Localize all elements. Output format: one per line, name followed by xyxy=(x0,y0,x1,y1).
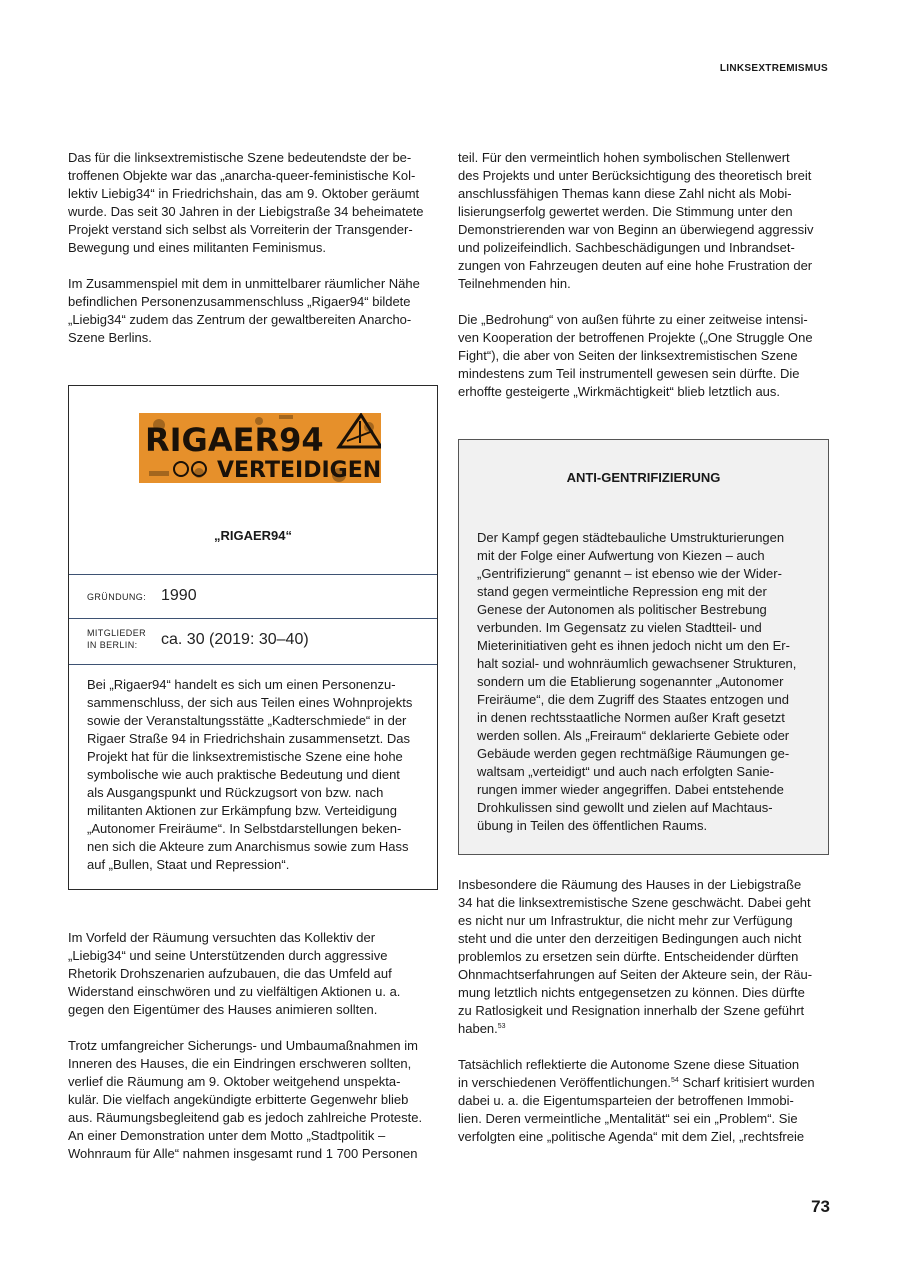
text-line: Rigaer Straße 94 in Friedrichshain zusammensetzt. Das xyxy=(87,731,410,746)
profile-description xyxy=(87,676,432,874)
paragraph xyxy=(458,311,830,401)
text-line: rungen immer wieder angegriffen. Dabei entstehende xyxy=(477,782,784,797)
text-line: sowie der Veranstaltungsstätte „Kadterschmiede“ in der xyxy=(87,713,407,728)
text-line: erhoffte gesteigerte „Wirkmächtigkeit“ blieb letztlich aus. xyxy=(458,384,781,399)
text-line: werden sollen. Als „Freiraum“ deklarierte Gebiete oder xyxy=(477,728,790,743)
text-line: problemlos zu ersetzen sein dürfte. Entscheidender dürften xyxy=(458,949,799,964)
text-line: nen sich die Akteure zum Anarchismus sowie zum Hass xyxy=(87,839,409,854)
text-line: verbunden. Im Gegensatz zu vielen Stadtteil- und xyxy=(477,620,762,635)
text-line: Projekt verstand sich selbst als Vorreiterin der Transgender- xyxy=(68,222,413,237)
footnote-54[interactable]: 54 xyxy=(670,1077,679,1084)
infobox-title: ANTI-GENTRIFIZIERUNG xyxy=(566,470,721,485)
text-line: Demonstrierenden war von Beginn an überwiegend aggressiv xyxy=(458,222,814,237)
text-line: lektiv Liebig34“ in Friedrichshain, das am 9. Oktober geräumt xyxy=(68,186,420,201)
section-header: LINKSEXTREMISMUS xyxy=(719,63,828,74)
text-line: übung in Teilen des öffentlichen Raums. xyxy=(477,818,708,833)
footnote-53[interactable]: 53 xyxy=(497,1023,506,1030)
text-line: Mieterinitiativen geht es ihnen jedoch nicht um den Er- xyxy=(477,638,790,653)
text-line: Im Vorfeld der Räumung versuchten das Kollektiv der xyxy=(68,930,376,945)
rigaer94-profile-box xyxy=(68,385,438,890)
text-line: Widerstand einschwören und zu vielfältigen Aktionen u. a. xyxy=(68,984,401,999)
text-line: gegen den Eigentümer des Hauses animieren sollten. xyxy=(68,1002,378,1017)
text-line: An einer Demonstration unter dem Motto „Stadtpolitik – xyxy=(68,1128,386,1143)
paragraph xyxy=(68,1037,440,1163)
members-row xyxy=(69,618,437,665)
text-line: Fight“), die aber von Seiten der linksextremistischen Szene xyxy=(458,348,798,363)
text-line: „Gentrifizierung“ genannt – ist ebenso wie der Wider- xyxy=(477,566,782,581)
paragraph xyxy=(458,149,830,293)
text-line: verlief die Räumung am 9. Oktober weitgehend unspekta- xyxy=(68,1074,401,1089)
text-line: Insbesondere die Räumung des Hauses in der Liebigstraße xyxy=(458,877,802,892)
members-value: ca. 30 (2019: 30–40) xyxy=(161,631,309,648)
text-line: Gebäude werden gegen rechtmäßige Räumungen ge- xyxy=(477,746,790,761)
paragraph xyxy=(68,275,440,347)
text-line: kulär. Die vielfach angekündigte erbitterte Gegenwehr blieb xyxy=(68,1092,409,1107)
text-line: teil. Für den vermeintlich hohen symbolischen Stellenwert xyxy=(458,150,790,165)
text-line: Drohkulissen sind gewollt und zielen auf Machtaus- xyxy=(477,800,773,815)
text-line: Projekt hat für die linksextremistische Szene eine hohe xyxy=(87,749,403,764)
column-1-top xyxy=(68,149,440,347)
text-line: „Liebig34“ und seine Unterstützenden durch aggressive xyxy=(68,948,388,963)
text-line: auf „Bullen, Staat und Repression“. xyxy=(87,857,290,872)
text-line: Das für die linksextremistische Szene bedeutendste der be- xyxy=(68,150,412,165)
paragraph xyxy=(68,929,440,1019)
text-line: steht und die unter den derzeitigen Bedingungen auch nicht xyxy=(458,931,802,946)
text-line: Rhetorik Drohszenarien aufzubauen, die das Umfeld auf xyxy=(68,966,392,981)
text-line: mung letztlich nichts entgegensetzen zu können. Dies dürfte xyxy=(458,985,805,1000)
text-line: wurde. Das seit 30 Jahren in der Liebigstraße 34 beheimatete xyxy=(68,204,424,219)
text-line: es nicht nur um Infrastruktur, die nicht mehr zur Verfügung xyxy=(458,913,793,928)
text-line: Wohnraum für Alle“ nahmen insgesamt rund 1 700 Personen xyxy=(68,1146,418,1161)
text-line: lisierungserfolg gewertet werden. Die Stimmung unter den xyxy=(458,204,793,219)
column-1-bottom xyxy=(68,929,440,1163)
column-2-top xyxy=(458,149,830,401)
paragraph: Insbesondere die Räumung des Hauses in der Liebigstraße 34 hat die linksextremistische Szene geschwächt. Dabei geht es nicht nur um Infrastruktur, die nicht mehr zur Verfügung steht und die unter den derzeitigen Bedingungen auch nicht problemlos zu ersetzen sein dürfte. Entscheidender dürften Ohnmachtserfahrungen auf Seiten der Akteure sein, der Räu- mung letztlich nichts entgegensetzen zu können. Dies dürfte zu Ratlosigkeit und Resignation innerhalb der Szene geführt haben.$^{53}$ xyxy=(458,876,830,1038)
text-line: Inneren des Hauses, die ein Eindringen erschweren sollten, xyxy=(68,1056,412,1071)
text-line: ven Kooperation der betroffenen Projekte („One Struggle One xyxy=(458,330,813,345)
text-line: dabei u. a. die Eigentumsparteien der betroffenen Immobi- xyxy=(458,1093,794,1108)
text-line: anschlussfähigen Themas kann diese Zahl nicht als Mobi- xyxy=(458,186,792,201)
text-line: Bei „Rigaer94“ handelt es sich um einen Personenzu- xyxy=(87,677,396,692)
text-line: zu Ratlosigkeit und Resignation innerhalb der Szene geführt xyxy=(458,1003,805,1018)
text-line: 34 hat die linksextremistische Szene geschwächt. Dabei geht xyxy=(458,895,811,910)
page-number: 73 xyxy=(811,1197,830,1216)
text-line: und polizeifeindlich. Sachbeschädigungen und Inbrandset- xyxy=(458,240,795,255)
text-line: militanten Aktionen zur Erkämpfung bzw. Verteidigung xyxy=(87,803,398,818)
profile-title: „RIGAER94“ xyxy=(213,528,293,543)
anti-gentrification-infobox xyxy=(458,439,829,855)
text-line: waltsam „verteidigt“ und auch nach erfolgten Sanie- xyxy=(477,764,774,779)
text-line: in denen rechtsstaatliche Normen außer Kraft gesetzt xyxy=(477,710,785,725)
text-line: sondern um die Etablierung sogenannter „Autonomer xyxy=(477,674,784,689)
text-line: Bewegung und eines militanten Feminismus. xyxy=(68,240,326,255)
logo-line-2: VERTEIDIGEN xyxy=(217,458,381,483)
text-line: sammenschluss, der sich aus Teilen eines Wohnprojekts xyxy=(87,695,413,710)
text-line: lien. Deren vermeintliche „Mentalität“ sei ein „Problem“. Sie xyxy=(458,1111,798,1126)
text-line: Teilnehmenden hin. xyxy=(458,276,571,291)
text-line: troffenen Objekte war das „anarcha-queer-feministische Kol- xyxy=(68,168,416,183)
text-line: befindlichen Personenzusammenschluss „Rigaer94“ bildete xyxy=(68,294,411,309)
text-line: verfolgten eine „politische Agenda“ mit dem Ziel, „rechtsfreie xyxy=(458,1129,805,1144)
text-line: mindestens zum Teil instrumentell gewesen sein dürfte. Die xyxy=(458,366,800,381)
rigaer94-logo xyxy=(139,413,381,483)
text-line: „Liebig34“ zudem das Zentrum der gewaltbereiten Anarcho- xyxy=(68,312,412,327)
text-line: „Autonomer Freiräume“. In Selbstdarstellungen beken- xyxy=(87,821,402,836)
text-line: mit der Folge einer Aufwertung von Kiezen – auch xyxy=(477,548,765,563)
text-line: des Projekts und unter Berücksichtigung des theoretisch breit xyxy=(458,168,812,183)
text-line: Szene Berlins. xyxy=(68,330,152,345)
text-line: Ohnmachtserfahrungen auf Seiten der Akteure sein, der Räu- xyxy=(458,967,813,982)
text-line: aus. Räumungsbegleitend gab es jedoch zahlreiche Proteste. xyxy=(68,1110,423,1125)
text-line: Genese der Autonomen als politischer Bestrebung xyxy=(477,602,767,617)
text-line: Freiräume“, die dem Zugriff des Staates entzogen und xyxy=(477,692,789,707)
paragraph xyxy=(68,149,440,257)
text-line: Der Kampf gegen städtebauliche Umstrukturierungen xyxy=(477,530,785,545)
founding-label: GRÜNDUNG: xyxy=(87,592,147,602)
founding-row xyxy=(69,574,437,619)
members-label: MITGLIEDER IN BERLIN: xyxy=(87,628,147,650)
text-line: Trotz umfangreicher Sicherungs- und Umbaumaßnahmen im xyxy=(68,1038,418,1053)
text-line: Die „Bedrohung“ von außen führte zu einer zeitweise intensi- xyxy=(458,312,808,327)
text-line: symbolische wie auch praktische Bedeutung und dient xyxy=(87,767,400,782)
text-line: als Ausgangspunkt und Rückzugsort von bzw. nach xyxy=(87,785,384,800)
column-2-bottom xyxy=(458,876,830,1146)
paragraph: Tatsächlich reflektierte die Autonome Szene diese Situation in verschiedenen Veröffentlichungen.$^{54}$ Scharf kritisiert wurden dabei u. a. die Eigentumsparteien der betroffenen Immobi- lien. Deren vermeintliche „Mentalität“ sei ein „Problem“. Sie verfolgten eine „politische Agenda“ mit dem Ziel, „rechtsfreie xyxy=(458,1056,830,1146)
text-line: stand gegen vermeintliche Repression eng mit der xyxy=(477,584,767,599)
logo-line-1: RIGAER94 xyxy=(145,421,324,459)
infobox-text xyxy=(477,529,817,835)
text-line: halt sozial- und wohnräumlich gewachsener Strukturen, xyxy=(477,656,797,671)
text-line: Im Zusammenspiel mit dem in unmittelbarer räumlicher Nähe xyxy=(68,276,420,291)
text-line: zungen von Fahrzeugen deuten auf eine hohe Frustration der xyxy=(458,258,813,273)
founding-value: 1990 xyxy=(161,587,197,604)
